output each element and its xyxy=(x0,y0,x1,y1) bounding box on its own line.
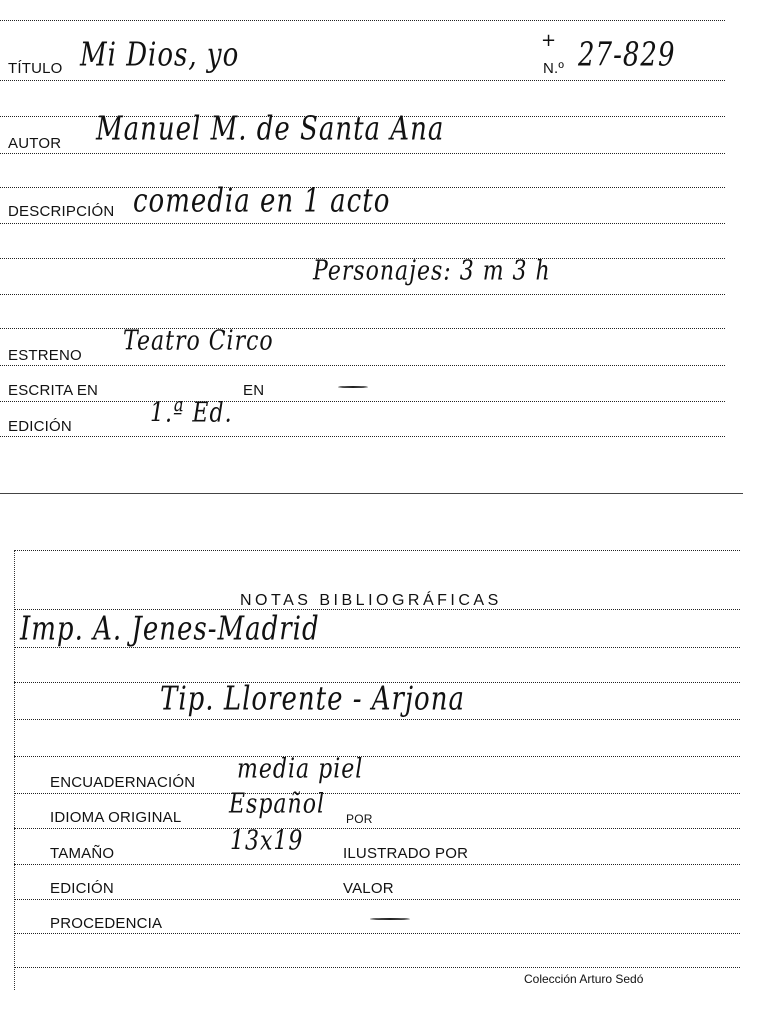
edicion-label-2: EDICIÓN xyxy=(50,880,114,897)
procedencia-label: PROCEDENCIA xyxy=(50,915,163,932)
valor-label: VALOR xyxy=(343,880,394,897)
ruled-line xyxy=(0,328,725,329)
ruled-line xyxy=(0,20,725,21)
nota-1: Imp. A. Jenes-Madrid xyxy=(20,610,320,648)
ruled-line xyxy=(0,294,725,295)
por-label: POR xyxy=(346,812,373,826)
ilustrado-label: ILUSTRADO POR xyxy=(343,845,469,862)
estreno-value: Teatro Circo xyxy=(123,325,274,357)
escrita-label: ESCRITA EN xyxy=(8,382,99,399)
ruled-line xyxy=(14,550,740,551)
ruled-line xyxy=(14,933,740,934)
ruled-line xyxy=(14,828,740,829)
ruled-line xyxy=(14,756,740,757)
descripcion-value: comedia en 1 acto xyxy=(133,182,391,220)
card-border-left xyxy=(14,550,15,990)
card-divider xyxy=(0,493,743,494)
ruled-line xyxy=(0,365,725,366)
ruled-line xyxy=(0,436,725,437)
idioma-label: IDIOMA ORIGINAL xyxy=(50,809,182,826)
edicion-value: 1.ª Ed. xyxy=(150,397,233,429)
idioma-value: Español xyxy=(229,788,325,820)
nota-2: Tip. Llorente - Arjona xyxy=(160,680,465,718)
ruled-line xyxy=(14,647,740,648)
en-label: EN xyxy=(243,382,265,399)
ruled-line xyxy=(0,153,725,154)
notas-heading: NOTAS BIBLIOGRÁFICAS xyxy=(240,592,502,609)
ruled-line xyxy=(0,401,725,402)
titulo-label: TÍTULO xyxy=(8,60,63,77)
ruled-line xyxy=(14,899,740,900)
encuadernacion-label: ENCUADERNACIÓN xyxy=(50,774,196,791)
encuadernacion-value: media piel xyxy=(237,753,364,785)
numero-label: N.º xyxy=(543,60,565,77)
ruled-line xyxy=(0,80,725,81)
ink-smudge xyxy=(370,918,410,920)
ruled-line xyxy=(14,967,740,968)
cross-mark: + xyxy=(541,30,557,51)
edicion-label: EDICIÓN xyxy=(8,418,72,435)
autor-value: Manuel M. de Santa Ana xyxy=(96,110,445,148)
tamano-label: TAMAÑO xyxy=(50,845,115,862)
estreno-label: ESTRENO xyxy=(8,347,82,364)
tamano-value: 13x19 xyxy=(230,825,304,857)
ruled-line xyxy=(0,223,725,224)
numero-value: 27-829 xyxy=(578,36,676,74)
ink-smudge xyxy=(338,386,368,388)
ruled-line xyxy=(14,719,740,720)
collection-footer: Colección Arturo Sedó xyxy=(524,972,644,986)
descripcion-label: DESCRIPCIÓN xyxy=(8,203,115,220)
personajes-note: Personajes: 3 m 3 h xyxy=(313,255,551,287)
autor-label: AUTOR xyxy=(8,135,62,152)
ruled-line xyxy=(14,793,740,794)
titulo-value: Mi Dios, yo xyxy=(80,36,240,74)
ruled-line xyxy=(14,864,740,865)
